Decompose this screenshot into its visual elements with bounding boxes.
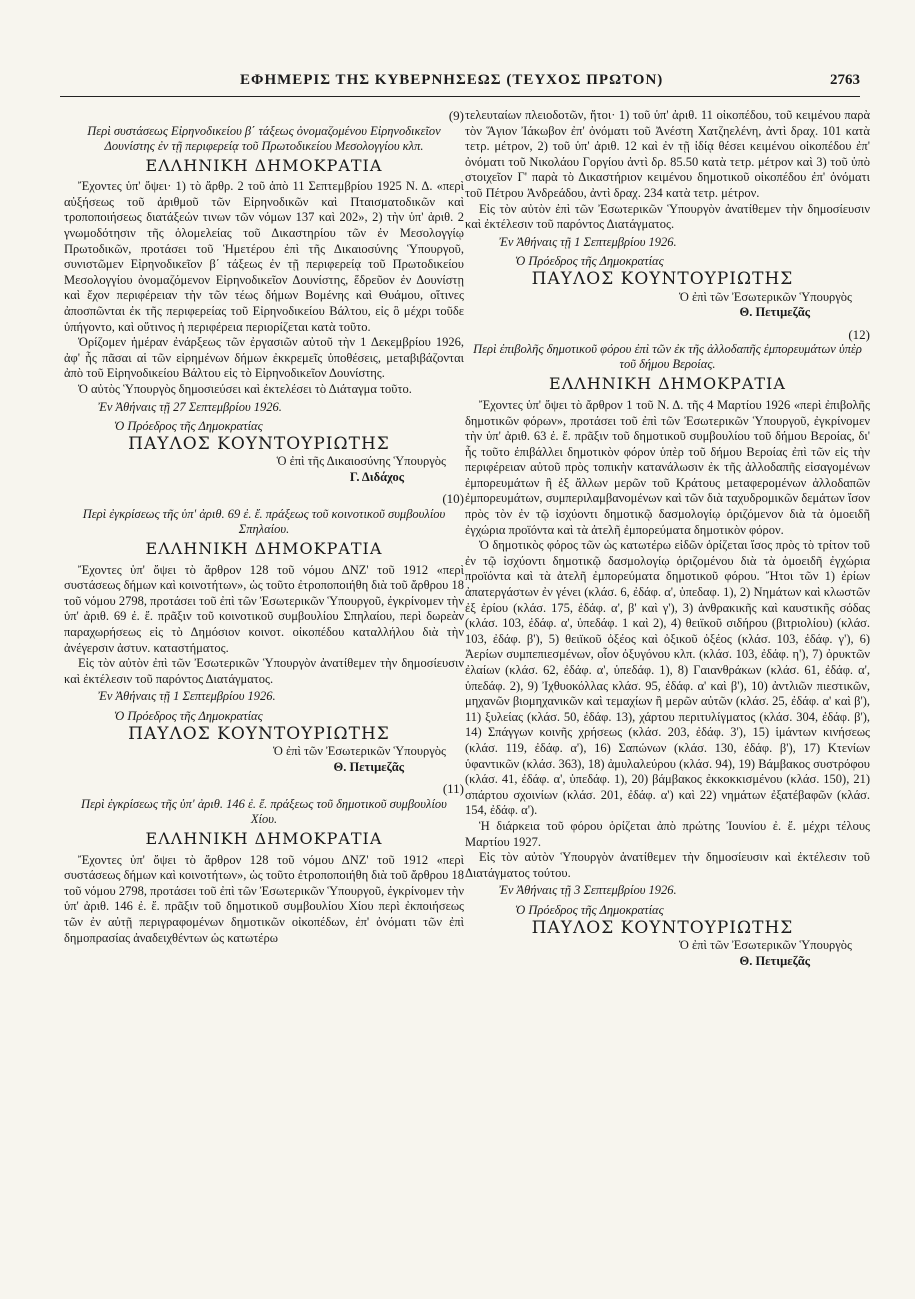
minister-title: Ὁ ἐπὶ τῶν Ἐσωτερικῶν Ὑπουργὸς	[678, 289, 852, 304]
president-label: Ὁ Πρόεδρος τῆς Δημοκρατίας	[114, 709, 263, 723]
decree-body: Ὁ δημοτικὸς φόρος τῶν ὡς κατωτέρω εἰδῶν ὁρίζεται ἴσος πρὸς τὸ τρίτον τοῦ ἐν τῷ ἰσχύοντι δημοτικῷ δασμολογίῳ ὁριζομένου διὰ τὰ ὁμοειδῆ ἐγχώρια προϊόντα καὶ τὰ ἀτελῆ ἐμπορεύματα δημοτικοῦ φόρου. Ἤτοι τῶν 1) ἐρίων ἀπατεργάστων ἐν γένει (κλάσ. 6, ἐδάφ. α', ὑπεδαφ. 1), 2) Νημάτων καὶ κλωστῶν ἐξ ἐρίου (κλάσ. 175, ἐδάφ. α', β' καὶ γ'), 3) ἀνθρακικῆς καὶ καυστικῆς σόδας (κλάσ. 103, ἐδάφ. α', ὑπεδάφ. 1 καὶ 2), 4) θειϊκοῦ σιδήρου (βιτριολίου) (κλάσ. 103, ἐδάφ. β'), 5) θειϊκοῦ ὀξέος καὶ ὀξικοῦ ὀξέος (κλάσ. 103, ἐδάφ. γ'), 6) Ἀερίων συμπεπιεσμένων, οἷον ὀξυγόνου κλπ. (κλάσ. 103, ἐδάφ. η'), 7) ὀρυκτῶν ἐλαίων (κλάσ. 62, ἐδάφ. α', ὑπεδάφ. 1), 8) Γαιανθράκων (κλάσ. 61, ἐδάφ. α', ὑπεδάφ. 2), 9) Ἰχθυοκόλλας κλάσ. 95, ἐδάφ. α' καὶ β'), 10) ἀντλιῶν πιεστικῶν, μηχανῶν βιομηχανικῶν καὶ τεμαχίων ἢ μερῶν αὐτῶν (κλάσ. 25, ἐδάφ. α' καὶ β'), 11) ξυλείας (κλάσ. 50, ἐδάφ. 13), χάρτου περιτυλίγματος (κλάσ. 304, ἐδάφ. β'), 14) Σπάγγων κοινῆς χρήσεως (κλάσ. 203, ἐδάφ. 3'), 15) ἱμάντων κινήσεως (κλάσ. 119, ἐδάφ. α'), 16) Σαπώνων (κλάσ. 130, ἐδάφ. β'), 17) Κτενίων ὑφαντικῶν (κλάσ. 363), 18) ἀμυλαλεύρου (κλάσ. 94), 19) Βάμβακος συστρόφου (κλάσ. 41, ἐδάφ. α', ὑπεδάφ. 1), 20) βάμβακος ἐκκοκκισμένου (κλάσ. 150), 21) σπάρτου σχοινίων (κλάσ. 201, ἐδάφ. α') καὶ 22) νημάτων ἐξατέβαφῶν (κλάσ. 154, ἐδάφ. α').	[465, 538, 870, 818]
decree-12	[465, 327, 870, 970]
president-label: Ὁ Πρόεδρος τῆς Δημοκρατίας	[515, 902, 664, 917]
decree-body: Ἡ διάρκεια τοῦ φόρου ὁρίζεται ἀπὸ πρώτης Ἰουνίου ἐ. ἔ. μέχρι τέλους Μαρτίου 1927.	[465, 818, 870, 849]
decree-body: Ἔχοντες ὑπ' ὄψει τὸ ἄρθρον 1 τοῦ Ν. Δ. τῆς 4 Μαρτίου 1926 «περὶ ἐπιβολῆς δημοτικῶν φόρων», προτάσει τοῦ ἐπὶ τῶν Ἐσωτερικῶν Ὑπουργοῦ, ἐγκρίνομεν τὴν ὑπ' ἀριθ. 63 ἐ. ἔ. πρᾶξιν τοῦ δημοτικοῦ συμβουλίου τοῦ δήμου Βεροίας, δι' ἧς τοῦτο ἐπιβάλλει δημοτικὸν φόρον ὑπὲρ τοῦ δήμου Βεροίας ἐπὶ τῶν εἰς τὴν περιφέρειαν αὐτοῦ πρὸς τοπικὴν κατανάλωσιν ἐκ τῆς ἀλλοδαπῆς εἰσαγομένων ἐμπορευμάτων ἢ ἐξ ἄλλων μερῶν τοῦ Κράτους μεταφερομένων ἀλλοδαπῶν ἐμπορευμάτων, συμπεριλαμβανομένων καὶ τῶν διὰ ταχυδρομικῶν δεμάτων ἴσον πρὸς τὸν ἐν τῷ ἰσχύοντι δημοτικῷ δασμολογίῳ ὁριζόμενον διὰ τὰ ὁμοειδῆ ἐγχώρια προϊόντα καὶ τὰ ἀτελῆ ἐμπορεύματα δημοτικὸν φόρον.	[465, 397, 870, 537]
decree-subject: Περὶ ἐπιβολῆς δημοτικοῦ φόρου ἐπὶ τῶν ἐκ τῆς ἀλλοδαπῆς ἐμπορευμάτων ὑπὲρ τοῦ δήμου Βεροίας.	[473, 342, 862, 372]
decree-body: Ἔχοντες ὑπ' ὄψει τὸ ἄρθρον 128 τοῦ νόμου ΔΝΖ' τοῦ 1912 «περὶ συστάσεως δήμων καὶ κοινοτήτων», ὡς τοῦτο ἐτροποποιήθη διὰ τοῦ ἄρθρου 18 τοῦ νόμου 2798, προτάσει τοῦ ἐπὶ τῶν Ἐσωτερικῶν Ὑπουργοῦ, ἐγκρίνομεν τὴν ὑπ' ἀριθ. 146 ἐ. ἔ. πρᾶξιν τοῦ δημοτικοῦ συμβουλίου Χίου περὶ ἐκποιήσεως τῶν ἐν αὐτῇ περιγραφομένων δημοτικῶν οἰκοπέδων, ἐπ' ὀνόματι τῶν ἐπὶ δημοπρασίας ἀναδειχθέντων ὡς κατωτέρω	[64, 852, 464, 945]
decree-11-continued	[465, 108, 870, 321]
president-name: ΠΑΥΛΟΣ ΚΟΥΝΤΟΥΡΙΩΤΗΣ	[531, 917, 794, 938]
decree-body: Ἔχοντες ὑπ' ὄψει· 1) τὸ ἄρθρ. 2 τοῦ ἀπὸ 11 Σεπτεμβρίου 1925 Ν. Δ. «περὶ αὐξήσεως τοῦ ἀριθμοῦ τῶν Εἰρηνοδικῶν καὶ Πταισματοδικῶν καὶ τροποποιήσεως διατάξεών τινων τῶν νόμων 137 καὶ 202», 2) τὴν ὑπ' ἀριθ. 2 γνωμοδότησιν τῆς ὁλομελείας τοῦ Δικαστηρίου τῶν ἐν Μεσολογγίῳ Πρωτοδικῶν, προτάσει τοῦ Ἡμετέρου ἐπὶ τῆς Δικαιοσύνης Ὑπουργοῦ, συνιστῶμεν Εἰρηνοδικεῖον β΄ τάξεως ἐν τῇ περιφερείᾳ τοῦ Πρωτοδικείου Μεσολογγίου ὀνομαζόμενον Εἰρηνοδικεῖον Δουνίστης, ἕδρεῦον ἐν Δουνίστῃ καὶ ἔχον περιφέρειαν τὴν τῶν τέως δήμων Βομένης καὶ Θυάμου, οἵτινες ἀποσπῶνται ἐκ τῆς περιφερείας τοῦ Εἰρηνοδικείου Βάλτου, εἰς ὃ μέχρι τοῦδε ὑπήγοντο, καὶ οὕτινος ἡ περιφέρεια περιορίζεται κατὰ τοῦτο.	[64, 179, 464, 334]
decree-body: Εἰς τὸν αὐτὸν ἐπὶ τῶν Ἐσωτερικῶν Ὑπουργὸν ἀνατίθεμεν τὴν δημοσίευσιν καὶ ἐκτέλεσιν τοῦ παρόντος Διατάγματος.	[465, 201, 870, 232]
president-label: Ὁ Πρόεδρος τῆς Δημοκρατίας	[515, 254, 664, 269]
decree-date: Ἐν Ἀθήναις τῇ 3 Σεπτεμβρίου 1926.	[499, 883, 677, 898]
minister-name: Γ. Διδάχος	[349, 469, 404, 484]
decree-body: Εἰς τὸν αὐτὸν Ὑπουργὸν ἀνατίθεμεν τὴν δημοσίευσιν καὶ ἐκτέλεσιν τοῦ Διατάγματος τούτου.	[465, 850, 870, 880]
decree-date: Ἐν Ἀθήναις τῇ 1 Σεπτεμβρίου 1926.	[98, 689, 276, 704]
decree-subject: Περὶ ἐγκρίσεως τῆς ὑπ' ἀριθ. 69 ἐ. ἔ. πράξεως τοῦ κοινοτικοῦ συμβουλίου Σπηλαίου.	[82, 507, 446, 537]
right-column	[465, 108, 870, 975]
president-name: ΠΑΥΛΟΣ ΚΟΥΝΤΟΥΡΙΩΤΗΣ	[531, 268, 794, 289]
state-heading: ΕΛΛΗΝΙΚΗ ΔΗΜΟΚΡΑΤΙΑ	[145, 539, 383, 559]
decree-10	[64, 491, 464, 775]
page-header	[60, 72, 860, 97]
decree-11	[64, 781, 464, 946]
state-heading: ΕΛΛΗΝΙΚΗ ΔΗΜΟΚΡΑΤΙΑ	[145, 828, 383, 848]
minister-title: Ὁ ἐπὶ τῆς Δικαιοσύνης Ὑπουργὸς	[276, 454, 446, 469]
minister-name: Θ. Πετιμεζᾶς	[333, 759, 404, 774]
minister-title: Ὁ ἐπὶ τῶν Ἐσωτερικῶν Ὑπουργὸς	[678, 938, 852, 953]
president-name: ΠΑΥΛΟΣ ΚΟΥΝΤΟΥΡΙΩΤΗΣ	[128, 433, 390, 454]
decree-body: Εἰς τὸν αὐτὸν ἐπὶ τῶν Ἐσωτερικῶν Ὑπουργὸν ἀνατίθεμεν τὴν δημοσίευσιν καὶ ἐκτέλεσιν τοῦ παρόντος Διατάγματος.	[64, 656, 464, 686]
left-column	[64, 108, 464, 952]
state-heading: ΕΛΛΗΝΙΚΗ ΔΗΜΟΚΡΑΤΙΑ	[549, 374, 786, 394]
decree-date: Ἐν Ἀθήναις τῇ 27 Σεπτεμβρίου 1926.	[98, 399, 282, 414]
decree-body: Ὁρίζομεν ἡμέραν ἐνάρξεως τῶν ἐργασιῶν αὐτοῦ τὴν 1 Δεκεμβρίου 1926, ἀφ' ἧς πᾶσαι αἱ τῶν εἰρημένων δήμων ἐκκρεμεῖς ὑποθέσεις, μεταβιβάζονται ἀπὸ τοῦ Εἰρηνοδικείου Βάλτου εἰς τὸ Εἰρηνοδικεῖον Δουνίστης.	[64, 335, 464, 381]
decree-number: (9)	[448, 108, 464, 123]
decree-number: (11)	[442, 781, 464, 797]
decree-body: Ὁ αὐτὸς Ὑπουργὸς δημοσιεύσει καὶ ἐκτελέσει τὸ Διάταγμα τοῦτο.	[78, 381, 412, 396]
minister-name: Θ. Πετιμεζᾶς	[739, 305, 810, 320]
state-heading: ΕΛΛΗΝΙΚΗ ΔΗΜΟΚΡΑΤΙΑ	[145, 155, 383, 175]
president-label: Ὁ Πρόεδρος τῆς Δημοκρατίας	[114, 419, 263, 434]
decree-subject: Περὶ συστάσεως Εἰρηνοδικείου β΄ τάξεως ὀνομαζομένου Εἰρηνοδικεῖον Δουνίστης ἐν τῇ περιφερείᾳ τοῦ Πρωτοδικείου Μεσολογγίου κλπ.	[87, 123, 441, 153]
decree-body: τελευταίων πλειοδοτῶν, ἤτοι· 1) τοῦ ὑπ' ἀριθ. 11 οἰκοπέδου, τοῦ κειμένου παρὰ τὸν Ἅγιον Ἰάκωβον ἐπ' ὀνόματι τοῦ Ἀνέστη Χατζηελένη, ἀντὶ δραχ. 101 κατὰ τετρ. μέτρον, 2) τοῦ ὑπ' ἀριθ. 12 καὶ ἐν τῇ ἰδίᾳ θέσει κειμένου οἰκοπέδου ἐπ' ὀνόματι τοῦ Νικολάου Γοργίου ἀντὶ δρ. 85.50 κατὰ τετρ. μέτρον καὶ 3) τοῦ ὑπὸ στοιχεῖον Γ' παρὰ τὸ Δικαστήριον κειμένου δημοτικοῦ οἰκοπέδου ἐπ' ὀνόματι τοῦ Πέτρου Ἀνδρεάδου, ἀντὶ δραχ. 234 κατὰ τετρ. μέτρον.	[465, 108, 870, 200]
minister-title: Ὁ ἐπὶ τῶν Ἐσωτερικῶν Ὑπουργὸς	[272, 744, 446, 759]
minister-name: Θ. Πετιμεζᾶς	[739, 953, 810, 968]
gazette-title: ΕΦΗΜΕΡΙΣ ΤΗΣ ΚΥΒΕΡΝΗΣΕΩΣ (ΤΕΥΧΟΣ ΠΡΩΤΟΝ)	[240, 72, 664, 88]
decree-subject: Περὶ ἐγκρίσεως τῆς ὑπ' ἀριθ. 146 ἐ. ἔ. πράξεως τοῦ δημοτικοῦ συμβουλίου Χίου.	[81, 796, 447, 826]
decree-body: Ἔχοντες ὑπ' ὄψει τὸ ἄρθρον 128 τοῦ νόμου ΔΝΖ' τοῦ 1912 «περὶ συστάσεως δήμων καὶ κοινοτήτων», ὡς τοῦτο ἐτροποποιήθη διὰ τοῦ ἄρθρου 18 τοῦ νόμου 2798, προτάσει τοῦ ἐπὶ τῶν Ἐσωτερικῶν Ὑπουργοῦ, ἐγκρίνομεν τὴν ὑπ' ἀριθ. 69 ἐ. ἔ. πρᾶξιν τοῦ κοινοτικοῦ συμβουλίου Σπηλαίου, περὶ δωρεὰν παραχωρήσεως εἰς τὸ Δημόσιον κοινοτ. οἰκοπέδου καταλλήλου διὰ τὴν ἀνέγερσιν ἀστυν. καταστήματος.	[64, 562, 464, 655]
decree-number: (12)	[848, 326, 870, 342]
page-number: 2763	[830, 72, 860, 88]
decree-9	[64, 108, 464, 485]
decree-number: (10)	[442, 491, 464, 507]
president-name: ΠΑΥΛΟΣ ΚΟΥΝΤΟΥΡΙΩΤΗΣ	[128, 723, 390, 744]
decree-date: Ἐν Ἀθήναις τῇ 1 Σεπτεμβρίου 1926.	[499, 234, 677, 249]
